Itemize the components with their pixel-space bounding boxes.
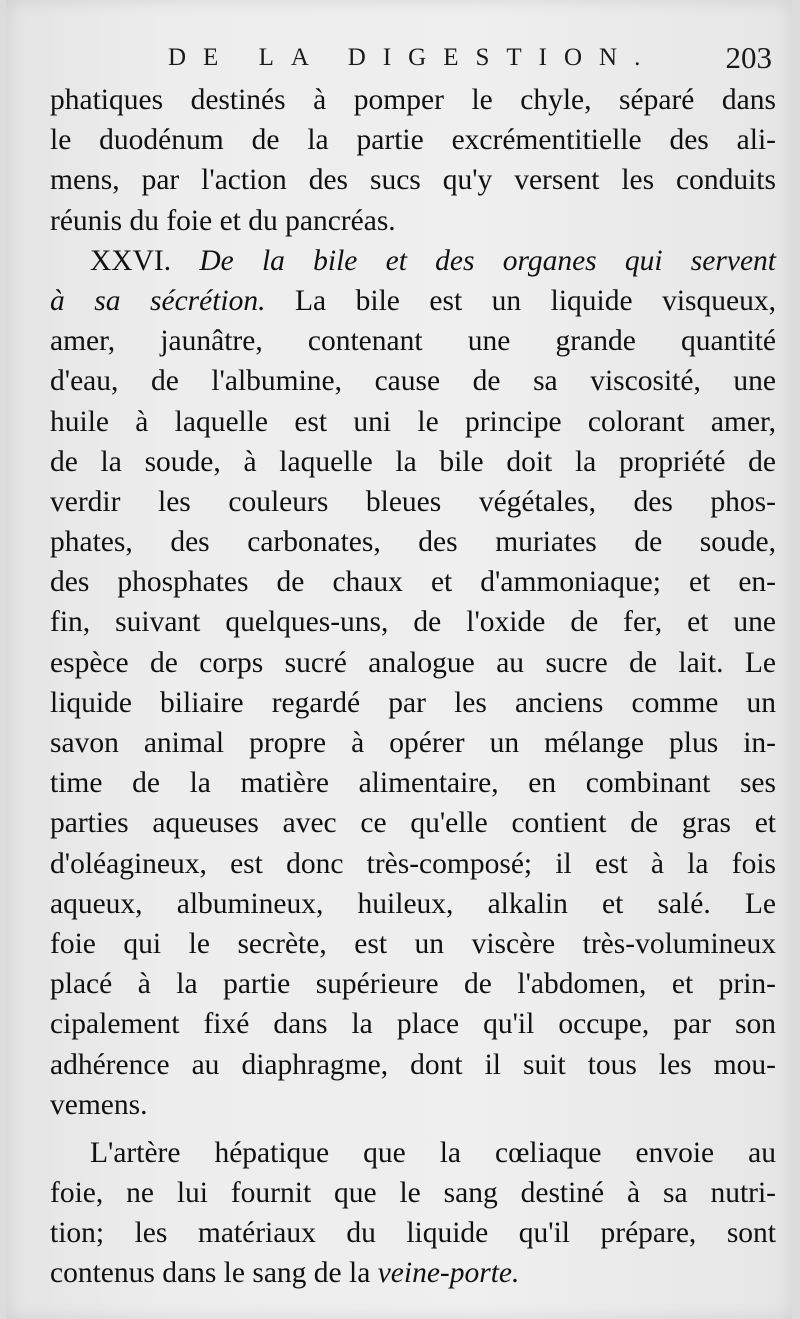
text-line: L'artère hépatique que la cœliaque envoie au bbox=[90, 1136, 776, 1169]
text-line: verdir les couleurs bleues végétales, des phos- bbox=[50, 485, 776, 518]
text-run: La bile est un liquide visqueux, bbox=[295, 284, 776, 317]
book-page bbox=[6, 0, 792, 1319]
text-line: placé à la partie supérieure de l'abdomen, et prin- bbox=[50, 968, 776, 1001]
body-text bbox=[50, 80, 776, 1294]
text-line: liquide biliaire regardé par les anciens comme un bbox=[50, 686, 776, 719]
text-line: espèce de corps sucré analogue au sucre de lait. Le bbox=[50, 646, 776, 679]
text-line: d'eau, de l'albumine, cause de sa viscosité, une bbox=[50, 365, 776, 398]
text-line: time de la matière alimentaire, en combinant ses bbox=[50, 767, 776, 800]
text-line: foie, ne lui fournit que le sang destiné à sa nutri- bbox=[50, 1177, 776, 1210]
text-line: le duodénum de la partie excrémentitielle des ali- bbox=[50, 124, 776, 157]
text-line: d'oléagineux, est donc très-composé; il est à la fois bbox=[50, 847, 776, 880]
text-line: phatiques destinés à pomper le chyle, séparé dans bbox=[50, 84, 776, 116]
text-line: adhérence au diaphragme, dont il suit tous les mou- bbox=[50, 1048, 776, 1081]
text-line: mens, par l'action des sucs qu'y versent les conduits bbox=[50, 164, 776, 197]
page-header bbox=[50, 40, 772, 84]
text-line: de la soude, à laquelle la bile doit la propriété de bbox=[50, 445, 776, 478]
text-line: savon animal propre à opérer un mélange plus in- bbox=[50, 727, 776, 759]
text-line: parties aqueuses avec ce qu'elle contient de gras et bbox=[50, 807, 776, 840]
text-line: foie qui le secrète, est un viscère très-volumineux bbox=[50, 927, 776, 960]
text-run: contenus dans le sang de la bbox=[50, 1257, 378, 1290]
text-line: huile à laquelle est uni le principe colorant amer, bbox=[50, 405, 776, 438]
italic-term: veine-porte. bbox=[377, 1257, 520, 1290]
text-line: tion; les matériaux du liquide qu'il prépare, sont bbox=[50, 1217, 776, 1250]
text-line: cipalement fixé dans la place qu'il occupe, par son bbox=[50, 1008, 776, 1041]
text-line: vemens. bbox=[50, 1088, 148, 1121]
section-title-cont: à sa sécrétion. bbox=[50, 284, 266, 317]
section-title: De la bile et des organes qui servent bbox=[199, 244, 776, 277]
running-title: DE LA DIGESTION. bbox=[168, 44, 658, 71]
text-line: réunis du foie et du pancréas. bbox=[50, 204, 396, 237]
paragraph-gap bbox=[50, 1125, 776, 1133]
text-line: phates, des carbonates, des muriates de soude, bbox=[50, 526, 776, 559]
text-line: des phosphates de chaux et d'ammoniaque; et en- bbox=[50, 566, 776, 599]
text-line bbox=[50, 281, 776, 321]
section-heading-line bbox=[50, 241, 776, 281]
text-line: fin, suivant quelques-uns, de l'oxide de fer, et une bbox=[50, 606, 776, 639]
page-number: 203 bbox=[725, 40, 772, 75]
text-line: amer, jaunâtre, contenant une grande quantité bbox=[50, 325, 776, 358]
text-line: aqueux, albumineux, huileux, alkalin et salé. Le bbox=[50, 887, 776, 920]
text-line bbox=[50, 1253, 776, 1293]
section-number: XXVI. bbox=[90, 244, 172, 277]
